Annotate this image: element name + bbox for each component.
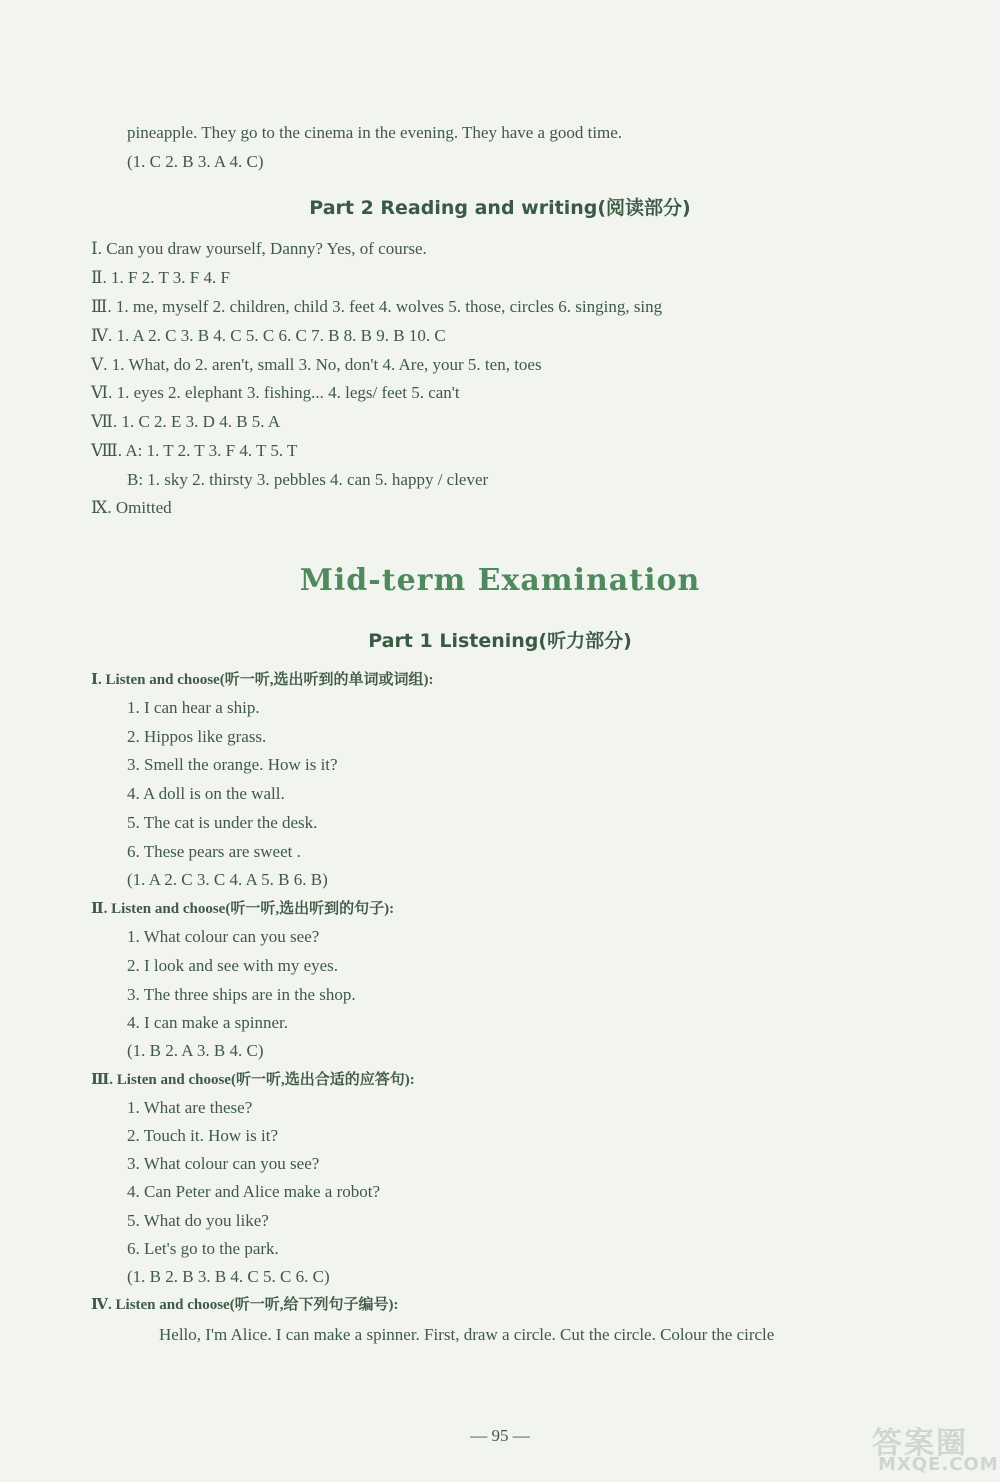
part1-heading: Part 1 Listening(听力部分) <box>368 630 632 652</box>
watermark-line-2: MXQE.COM <box>878 1454 999 1475</box>
section-3-line: 5. What do you like? <box>127 1211 269 1230</box>
section-1-line: 4. A doll is on the wall. <box>127 784 285 803</box>
section-1-line: 1. I can hear a ship. <box>127 698 260 717</box>
section-2-line: 4. I can make a spinner. <box>127 1013 288 1032</box>
part2-item-9: Ⅸ. Omitted <box>91 498 172 517</box>
section-3-label: Ⅲ. Listen and choose(听一听,选出合适的应答句): <box>91 1072 415 1088</box>
section-3-line: 1. What are these? <box>127 1098 253 1117</box>
part2-item-5: Ⅴ. 1. What, do 2. aren't, small 3. No, don't 4. Are, your 5. ten, toes <box>91 355 542 374</box>
part2-item-4: Ⅳ. 1. A 2. C 3. B 4. C 5. C 6. C 7. B 8. B 9. B 10. C <box>91 326 446 345</box>
section-1-line: 5. The cat is under the desk. <box>127 813 318 832</box>
section-2-line: 2. I look and see with my eyes. <box>127 956 339 975</box>
part2-item-7: Ⅶ. 1. C 2. E 3. D 4. B 5. A <box>91 412 281 431</box>
section-1-line: 2. Hippos like grass. <box>127 727 267 746</box>
section-4-label: Ⅳ. Listen and choose(听一听,给下列句子编号): <box>91 1297 399 1313</box>
intro-line-1: pineapple. They go to the cinema in the evening. They have a good time. <box>127 123 623 142</box>
page-number: — 95 — <box>470 1426 530 1445</box>
section-2-label: Ⅱ. Listen and choose(听一听,选出听到的句子): <box>91 901 395 917</box>
section-3-line: 3. What colour can you see? <box>127 1154 320 1173</box>
watermark-logo <box>864 1418 999 1478</box>
midterm-title: Mid-term Examination <box>299 563 701 598</box>
part2-item-8b: B: 1. sky 2. thirsty 3. pebbles 4. can 5. happy / clever <box>127 470 489 489</box>
section-3-line: 6. Let's go to the park. <box>127 1239 279 1258</box>
part2-item-1: Ⅰ. Can you draw yourself, Danny? Yes, of course. <box>91 239 427 258</box>
section-4-text: Hello, I'm Alice. I can make a spinner. First, draw a circle. Cut the circle. Colour the circle <box>159 1325 775 1344</box>
watermark-line-1: 答案圈 <box>872 1426 968 1461</box>
section-2-line: 1. What colour can you see? <box>127 927 320 946</box>
part2-item-3: Ⅲ. 1. me, myself 2. children, child 3. feet 4. wolves 5. those, circles 6. singing, sing <box>91 297 663 316</box>
section-1-label: Ⅰ. Listen and choose(听一听,选出听到的单词或词组): <box>91 672 434 688</box>
part2-item-2: Ⅱ. 1. F 2. T 3. F 4. F <box>91 268 230 287</box>
section-3-line: 4. Can Peter and Alice make a robot? <box>127 1182 381 1201</box>
part2-heading: Part 2 Reading and writing(阅读部分) <box>309 197 691 219</box>
intro-answers: (1. C 2. B 3. A 4. C) <box>127 152 264 171</box>
part2-item-6: Ⅵ. 1. eyes 2. elephant 3. fishing... 4. legs/ feet 5. can't <box>91 383 460 402</box>
section-2-line: 3. The three ships are in the shop. <box>127 985 356 1004</box>
part2-item-8a: Ⅷ. A: 1. T 2. T 3. F 4. T 5. T <box>91 441 298 460</box>
section-3-line: 2. Touch it. How is it? <box>127 1126 279 1145</box>
section-3-answers: (1. B 2. B 3. B 4. C 5. C 6. C) <box>127 1267 330 1286</box>
section-1-line: 6. These pears are sweet . <box>127 842 301 861</box>
section-1-line: 3. Smell the orange. How is it? <box>127 755 338 774</box>
section-1-answers: (1. A 2. C 3. C 4. A 5. B 6. B) <box>127 870 328 889</box>
section-2-answers: (1. B 2. A 3. B 4. C) <box>127 1041 264 1060</box>
